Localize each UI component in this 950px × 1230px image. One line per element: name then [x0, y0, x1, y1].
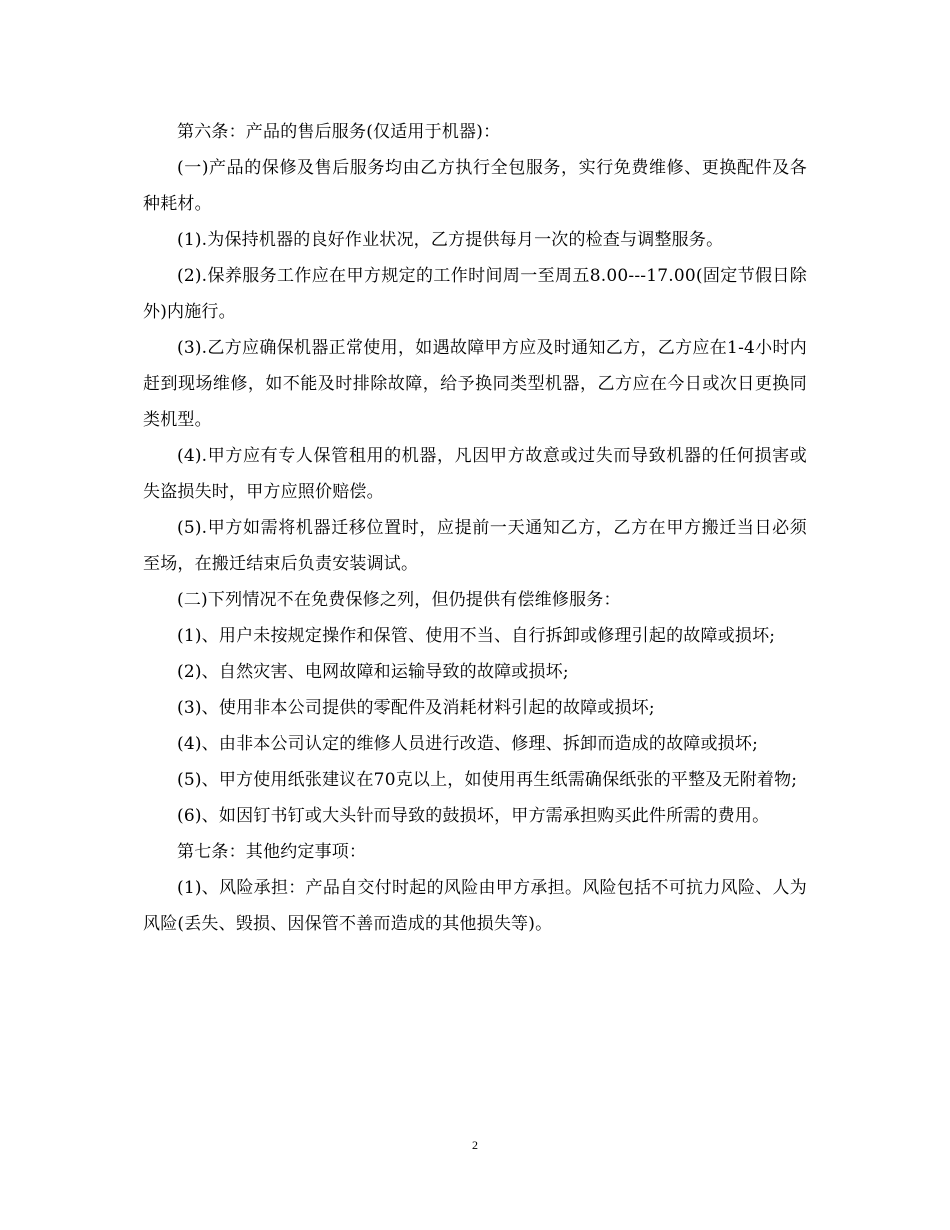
paragraph-exclusion-2: (2)、自然灾害、电网故障和运输导致的故障或损坏; — [177, 662, 569, 682]
paragraph-item-1: (1).为保持机器的良好作业状况，乙方提供每月一次的检查与调整服务。 — [177, 230, 724, 250]
paragraph-item-4: (4).甲方应有专人保管租用的机器，凡因甲方故意或过失而导致机器的任何损害或失盗损失时，甲方应照价赔偿。 — [143, 446, 807, 502]
paragraph-exclusion-5: (5)、甲方使用纸张建议在70克以上，如使用再生纸需确保纸张的平整及无附着物; — [177, 770, 798, 790]
paragraph-exclusion-4: (4)、由非本公司认定的维修人员进行改造、修理、拆卸而造成的故障或损坏; — [177, 734, 759, 754]
paragraph-warranty-overview: (一)产品的保修及售后服务均由乙方执行全包服务，实行免费维修、更换配件及各种耗材。 — [143, 158, 807, 214]
page-number: 2 — [472, 1138, 478, 1152]
paragraph-exclusion-1: (1)、用户未按规定操作和保管、使用不当、自行拆卸或修理引起的故障或损坏; — [177, 626, 776, 646]
paragraph-item-3: (3).乙方应确保机器正常使用，如遇故障甲方应及时通知乙方，乙方应在1-4小时内赶到现场维修，如不能及时排除故障，给予换同类型机器，乙方应在今日或次日更换同类机型。 — [143, 338, 807, 430]
paragraph-paid-repair-heading: (二)下列情况不在免费保修之列，但仍提供有偿维修服务： — [177, 590, 621, 610]
document-body — [143, 114, 807, 942]
paragraph-item-2: (2).保养服务工作应在甲方规定的工作时间周一至周五8.00---17.00(固定节假日除外)内施行。 — [143, 266, 807, 322]
article-6-heading: 第六条：产品的售后服务(仅适用于机器)： — [177, 122, 501, 142]
paragraph-exclusion-6: (6)、如因钉书钉或大头针而导致的鼓损坏，甲方需承担购买此件所需的费用。 — [177, 806, 770, 826]
paragraph-item-5: (5).甲方如需将机器迁移位置时，应提前一天通知乙方，乙方在甲方搬迁当日必须至场，在搬迁结束后负责安装调试。 — [143, 518, 807, 574]
paragraph-risk-bearing: (1)、风险承担：产品自交付时起的风险由甲方承担。风险包括不可抗力风险、人为风险(丢失、毁损、因保管不善而造成的其他损失等)。 — [143, 878, 807, 934]
paragraph-exclusion-3: (3)、使用非本公司提供的零配件及消耗材料引起的故障或损坏; — [177, 698, 655, 718]
article-7-heading: 第七条：其他约定事项： — [177, 842, 367, 862]
